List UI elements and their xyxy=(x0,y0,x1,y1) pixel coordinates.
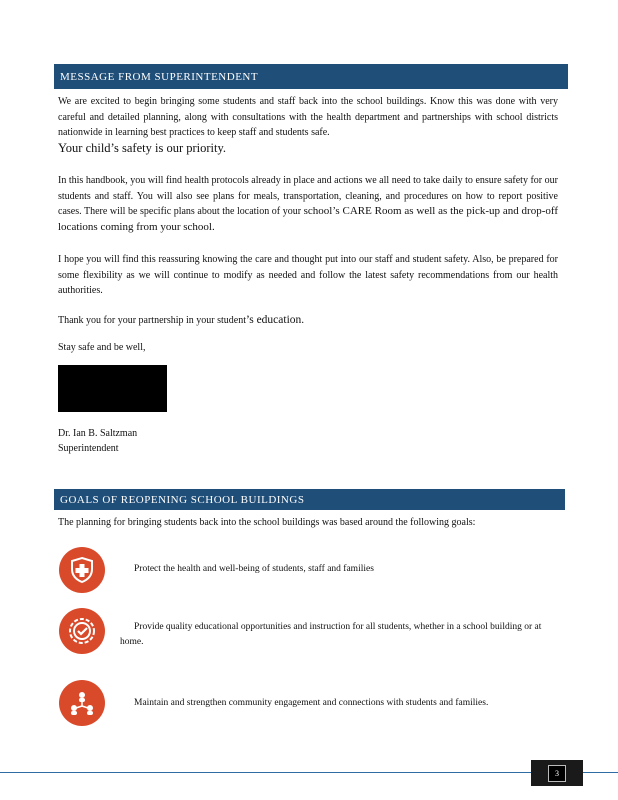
health-cross-icon xyxy=(59,547,105,593)
message-paragraph-2-text: In this handbook, you will find health protocols already in place and actions we all need to take daily to ensure safety for our students and staff. You will also see plans for meals, transportation, cleaning, and procedures on how to report positive cases. There will be specific plans about the location of your xyxy=(58,175,558,217)
signer-name: Dr. Ian B. Saltzman xyxy=(58,428,138,439)
message-paragraph-1 xyxy=(58,94,558,157)
message-paragraph-4-tail: ’s education. xyxy=(246,314,305,326)
message-paragraph-2 xyxy=(58,173,558,235)
message-paragraph-2-tail: school’s CARE Room as well as the pick-up and drop-off locations coming from your school. xyxy=(58,205,558,233)
goal-item xyxy=(120,696,556,711)
community-network-icon xyxy=(59,680,105,726)
goal-text-2: Provide quality educational opportunities and instruction for all students, whether in a school building or at home. xyxy=(120,622,542,647)
goal-text-1: Protect the health and well-being of students, staff and families xyxy=(134,564,374,574)
goal-item xyxy=(120,620,556,650)
message-paragraph-1-text: We are excited to begin bringing some students and staff back into the school buildings. Know this was done with very careful and detailed planning, along with consultations with the health department and partnerships with school districts nationwide in learning best practices to keep staff and students safe. xyxy=(58,96,558,138)
message-paragraph-3: I hope you will find this reassuring knowing the care and thought put into our staff and student safety. Also, be prepared for some flexibility as we will continue to modify as needed and follow the latest safety recommendations from our health authorities. xyxy=(58,254,558,296)
page-number: 3 xyxy=(548,765,566,782)
goal-text-3: Maintain and strengthen community engagement and connections with students and families. xyxy=(134,698,489,708)
footer-rule xyxy=(0,772,618,773)
section-header-goals: GOALS OF REOPENING SCHOOL BUILDINGS xyxy=(54,489,565,510)
goal-item xyxy=(120,562,556,577)
section-header-message: MESSAGE FROM SUPERINTENDENT xyxy=(54,64,568,89)
goals-intro: The planning for bringing students back into the school buildings was based around the following goals: xyxy=(58,517,476,528)
message-paragraph-4-text: Thank you for your partnership in your student xyxy=(58,315,247,326)
message-paragraph-4 xyxy=(58,313,558,329)
signer-title: Superintendent xyxy=(58,443,119,454)
closing-line: Stay safe and be well, xyxy=(58,342,146,353)
redacted-signature xyxy=(58,365,167,412)
safety-priority-statement: Your child’s safety is our priority. xyxy=(58,140,227,155)
quality-badge-icon xyxy=(59,608,105,654)
page-number-box xyxy=(531,760,583,786)
